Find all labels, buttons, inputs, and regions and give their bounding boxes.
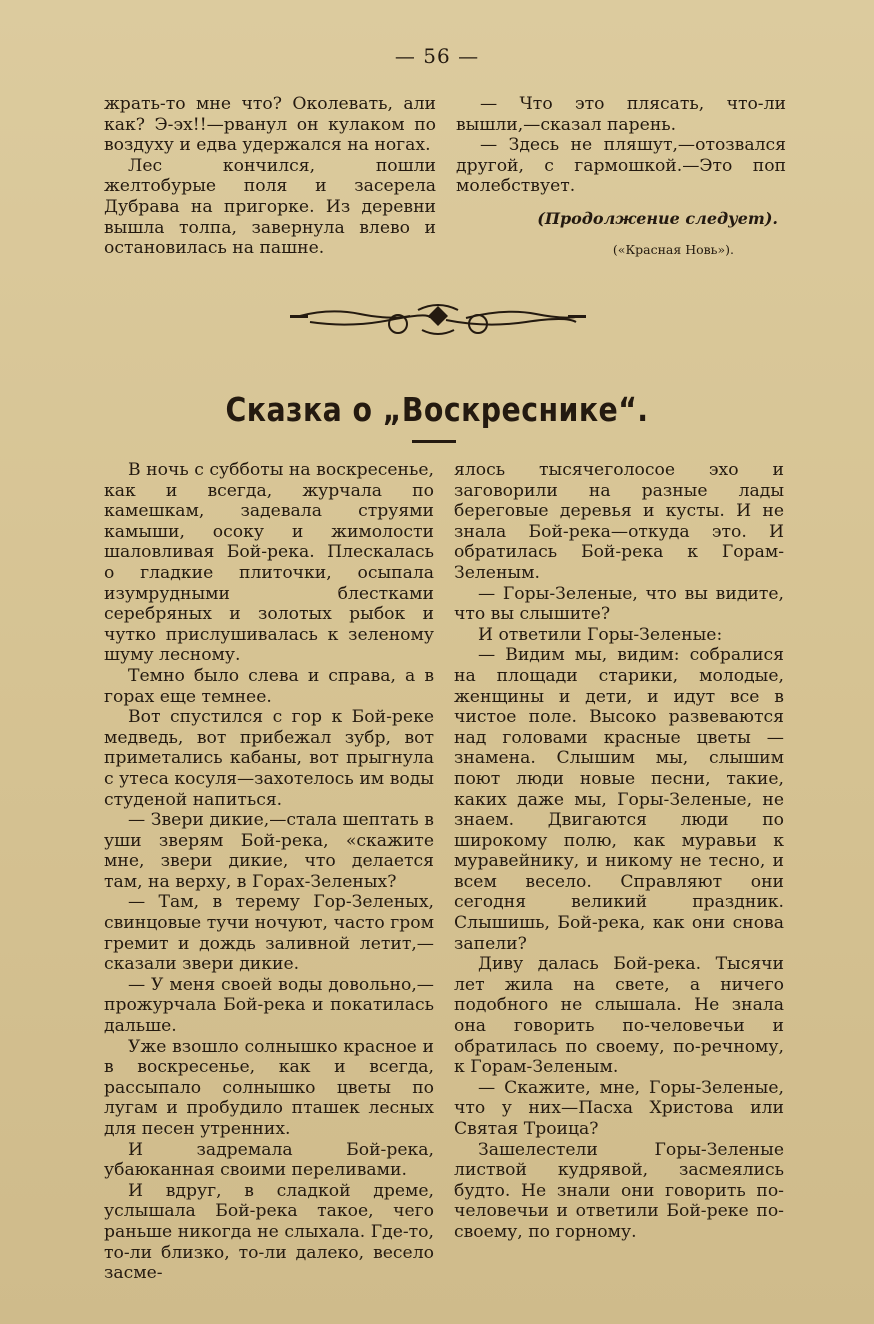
paragraph: — Здесь не пляшут,—отозвался другой, с гармошкой.—Это поп молебствует. xyxy=(456,135,786,197)
paragraph: — Видим мы, видим: собралися на площади старики, молодые, женщины и дети, и идут все в чистое поле. Высоко развеваются над головами красные цветы — знамена. Слышим мы, слышим поют люди новые песни, такие, каких даже мы, Горы-Зеленые, не знаем. Двигаются люди по широкому полю, как муравьи к муравейнику, и никому не тесно, и всем весело. Справляют они сегодня великий праздник. Слышишь, Бой-река, как они снова запели? xyxy=(454,645,784,954)
paragraph: — Горы-Зеленые, что вы видите, что вы слышите? xyxy=(454,583,784,625)
top-right-column xyxy=(456,94,786,260)
paragraph: — Звери дикие,—стала шептать в уши зверям Бой-река, «скажите мне, звери дикие, что делается там, на верху, в Горах-Зеленых? xyxy=(104,810,434,892)
title-rule xyxy=(412,440,456,443)
paragraph: И ответили Горы-Зеленые: xyxy=(478,624,723,645)
paragraph: Диву далась Бой-река. Тысячи лет жила на свете, а ничего подобного не слышала. Не знала она говорить по-человечьи и обратилась по своему, по-речному, к Горам-Зеленым. xyxy=(454,954,784,1078)
source-note: («Красная Новь»). xyxy=(612,241,734,257)
paragraph: ялось тысячеголосое эхо и заговорили на разные лады береговые деревья и кусты. И не знала Бой-река—откуда это. И обратилась Бой-река к Горам-Зеленым. xyxy=(454,460,784,583)
paragraph: Вот спустился с гор к Бой-реке медведь, вот прибежал зубр, вот приметались кабаны, вот прыгнула с утеса косуля—захотелось им воды студеной напиться. xyxy=(104,707,434,810)
paragraph: — Там, в терему Гор-Зеленых, свинцовые тучи ночуют, часто гром гремит и дождь заливной летит,—сказали звери дикие. xyxy=(104,892,434,975)
paragraph: жрать-то мне что? Околевать, али как? Э-эх!!—рванул он кулаком по воздуху и едва удержался на ногах. xyxy=(104,94,436,156)
paragraph: Темно было слева и справа, а в горах еще темнее. xyxy=(104,665,434,707)
paragraph: — Скажите, мне, Горы-Зеленые, что у них—Пасха Христова или Святая Троица? xyxy=(454,1077,784,1139)
story-left-column xyxy=(104,460,434,1284)
paragraph: В ночь с субботы на воскресенье, как и всегда, журчала по камешкам, задевала струями камыши, осоку и жимолости шаловливая Бой-река. Плескалась о гладкие плиточки, осыпала изумрудными блестками серебряных и золотых рыбок и чутко прислушивалась к зеленому шуму лесному. xyxy=(104,460,434,666)
paragraph: — Что это плясать, что-ли вышли,—сказал парень. xyxy=(456,94,786,135)
paragraph: — У меня своей воды довольно,—прожурчала Бой-река и покатилась дальше. xyxy=(104,974,434,1037)
continued-note: (Продолжение следует). xyxy=(537,208,778,228)
top-left-column xyxy=(104,94,436,259)
story-title: Сказка о „Воскреснике“. xyxy=(225,390,649,429)
ornament-divider xyxy=(290,298,586,340)
page-number: — 56 — xyxy=(394,44,480,68)
paragraph: Зашелестели Горы-Зеленые листвой кудрявой, засмеялись будто. Не знали они говорить по-человечьи и ответили Бой-реке по-своему, по горному. xyxy=(454,1139,784,1242)
paragraph: И задремала Бой-река, убаюканная своими переливами. xyxy=(104,1139,434,1181)
paragraph: Уже взошло солнышко красное и в воскресенье, как и всегда, рассыпало солнышко цветы по лугам и пробудило пташек лесных для песен утренних. xyxy=(104,1036,434,1139)
paragraph: И вдруг, в сладкой дреме, услышала Бой-река такое, чего раньше никогда не слыхала. Где-то, то-ли близко, то-ли далеко, весело засме- xyxy=(104,1180,434,1284)
story-right-column xyxy=(454,460,784,1243)
paragraph: Лес кончился, пошли желтобурые поля и засерела Дубрава на пригорке. Из деревни вышла толпа, завернула влево и остановилась на пашне. xyxy=(104,155,436,259)
